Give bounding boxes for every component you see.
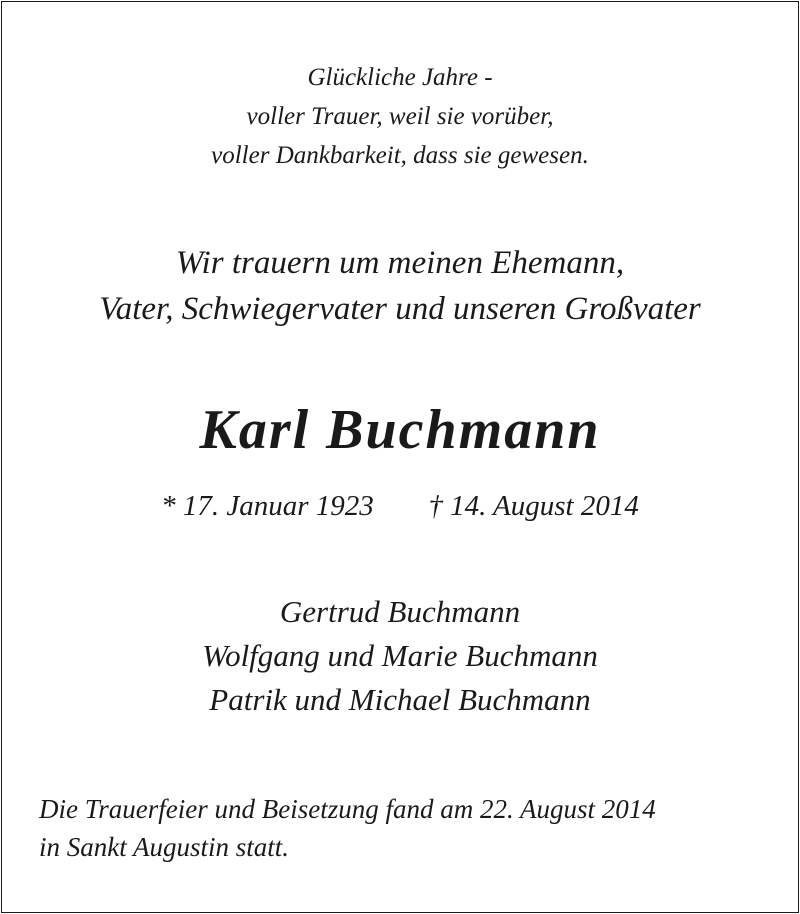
deceased-name: Karl Buchmann bbox=[199, 399, 601, 461]
mourner-name: Wolfgang und Marie Buchmann bbox=[202, 638, 598, 673]
motto-line: Glückliche Jahre - bbox=[307, 64, 493, 91]
motto-verse bbox=[2, 58, 798, 175]
ceremony-note bbox=[39, 790, 779, 866]
mourners-list bbox=[2, 590, 798, 722]
ceremony-line: Die Trauerfeier und Beisetzung fand am 22. August 2014 bbox=[39, 794, 656, 824]
motto-line: voller Dankbarkeit, dass sie gewesen. bbox=[211, 142, 589, 169]
mourner-name: Patrik und Michael Buchmann bbox=[209, 682, 591, 717]
ceremony-line: in Sankt Augustin statt. bbox=[39, 832, 290, 862]
death-symbol: † bbox=[428, 490, 443, 522]
death-date: 14. August 2014 bbox=[450, 490, 639, 522]
intro-line: Vater, Schwiegervater und unseren Großvater bbox=[99, 291, 701, 327]
mourner-name: Gertrud Buchmann bbox=[279, 594, 521, 629]
birth-symbol: * bbox=[161, 490, 176, 522]
obituary-notice bbox=[1, 1, 799, 913]
motto-line: voller Trauer, weil sie vorüber, bbox=[246, 103, 554, 130]
birth-date: 17. Januar 1923 bbox=[182, 490, 374, 522]
life-dates bbox=[2, 486, 798, 526]
intro-line: Wir trauern um meinen Ehemann, bbox=[175, 245, 625, 281]
mourning-intro bbox=[2, 240, 798, 332]
